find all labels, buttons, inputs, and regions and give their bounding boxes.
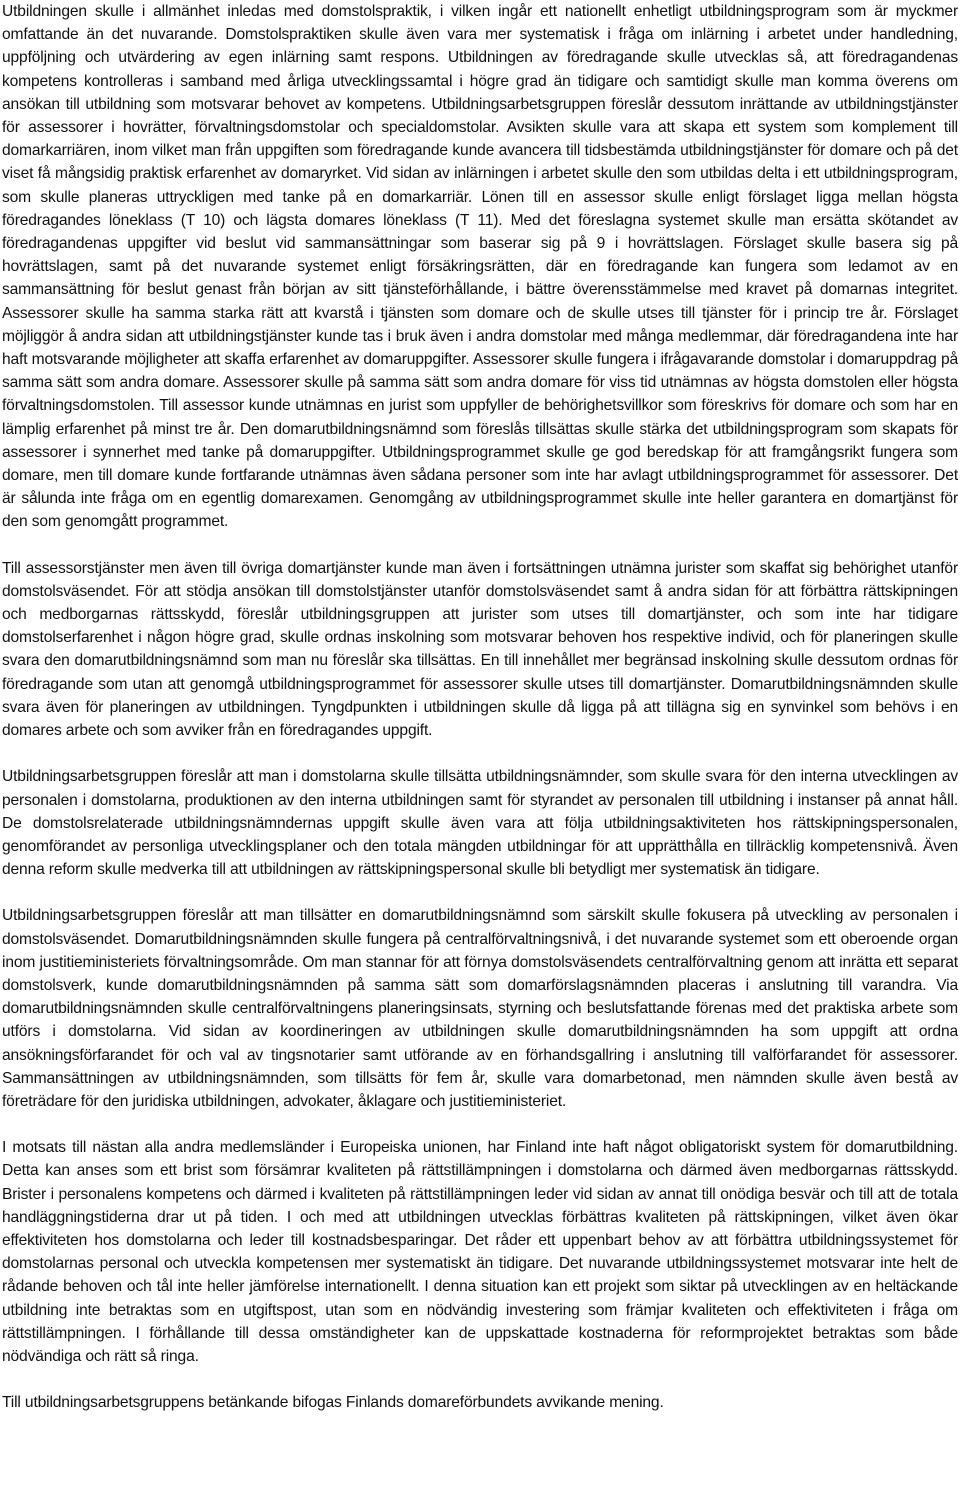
paragraph-finland-comparison: I motsats till nästan alla andra medlemsländer i Europeiska unionen, har Finland inte haft något obligatoriskt system för domarutbildning. Detta kan anses som ett brist som försämrar kvaliteten på rättstillämpningen i domstolarna och därmed även medborgarnas rättsskydd. Brister i personalens kompetens och därmed i kvaliteten på rättstillämpningen leder vid sidan av annat till onödiga besvär och till att de totala handläggningstiderna drar ut på tiden. I och med att utbildningen utvecklas förbättras kvaliteten på rättskipningen, vilket även ökar effektiviteten hos domstolarna och leder till kostnadsbesparingar. Det råder ett uppenbart behov av att förbättra utbildningssystemet för domstolarnas personal och utveckla kompetensen mer systematiskt än tidigare. Det nuvarande utbildningssystemet motsvarar inte helt de rådande behoven och tål inte heller jämförelse internationellt. I denna situation kan ett projekt som siktar på utvecklingen av en heltäckande utbildning inte betraktas som en utgiftspost, utan som en nödvändig investering som främjar kvaliteten och effektiviteten i fråga om rättstillämpningen. I förhållande till dessa omständigheter kan de uppskattade kostnaderna för reformprojektet betraktas som både nödvändiga och rätt så ringa. — [2, 1139, 958, 1365]
paragraph-court-training-boards: Utbildningsarbetsgruppen föreslår att man i domstolarna skulle tillsätta utbildningsnämnder, som skulle svara för den interna utvecklingen av personalen i domstolarna, produktionen av den interna utbildningen samt för styrandet av personalen till utbildning i instanser på annat håll. De domstolsrelaterade utbildningsnämndernas uppgift skulle även vara att följa utbildningsaktiviteten hos rättskipningspersonalen, genomförandet av personliga utvecklingsplaner och den totala mängden utbildningar för att upprätthålla en tillräcklig kompetensnivå. Även denna reform skulle medverka till att utbildningen av rättskipningspersonal skulle bli betydligt mer systematisk än tidigare. — [2, 768, 958, 879]
paragraph-dissenting-opinion: Till utbildningsarbetsgruppens betänkande bifogas Finlands domareförbundets avvikande mening. — [2, 1394, 664, 1412]
paragraph-spacer — [2, 1368, 958, 1391]
paragraph-spacer — [2, 881, 958, 904]
paragraph-spacer — [2, 1113, 958, 1136]
paragraph-training-program: Utbildningen skulle i allmänhet inledas med domstolspraktik, i vilken ingår ett nationellt enhetligt utbildningsprogram som är myckmer omfattande än det nuvarande. Domstolspraktiken skulle även vara mer systematisk i fråga om inlärning i arbetet under handledning, uppföljning och utvärdering av egen inlärning samt respons. Utbildningen av föredragande skulle utvecklas så, att föredragandenas kompetens kontrolleras i samband med årliga utvecklingssamtal i högre grad än tidigare och samtidigt skulle man komma överens om ansökan till utbildning som motsvarar behovet av kompetens. Utbildningsarbetsgruppen föreslår dessutom inrättande av utbildningstjänster för assessorer i hovrätter, förvaltningsdomstolar och specialdomstolar. Avsikten skulle vara att skapa ett system som komplement till domarkarriären, inom vilket man från uppgiften som föredragande kunde avancera till tidsbestämda utbildningstjänster för domare och på det viset få mångsidig praktisk erfarenhet av domaryrket. Vid sidan av inlärningen i arbetet skulle den som utbildas delta i ett utbildningsprogram, som skulle planeras uttryckligen med tanke på en domarkarriär. Lönen till en assessor skulle enligt förslaget ligga mellan högsta föredragandes löneklass (T 10) och lägsta domares löneklass (T 11). Med det föreslagna systemet skulle man ersätta skötandet av föredragandenas uppgifter vid beslut vid sammansättningar som baserar sig på 9 i hovrättslagen. Förslaget skulle basera sig på hovrättslagen, samt på det nuvarande systemet enligt försäkringsrätten, där en föredragande kan fungera som ledamot av en sammansättning för beslut genast från början av sitt tjänsteförhållande, i bättre överensstämmelse med kravet på domarnas integritet. Assessorer skulle ha samma starka rätt att kvarstå i tjänsten som domare och de skulle utses till tjänster för i princip tre år. Förslaget möjliggör å andra sidan att utbildningstjänster kunde tas i bruk även i andra domstolar med många medlemmar, där föredragandena inte har haft motsvarande möjligheter att skaffa erfarenhet av domaruppgifter. Assessorer skulle fungera i ifrågavarande domstolar i domaruppdrag på samma sätt som andra domare. Assessorer skulle på samma sätt som andra domare för viss tid utnämnas av högsta domstolen eller högsta förvaltningsdomstolen. Till assessor kunde utnämnas en jurist som uppfyller de behörighetsvillkor som föreskrivs för domare och som har en lämplig erfarenhet på minst tre år. Den domarutbildningsnämnd som föreslås tillsättas skulle stärka det utbildningsprogram som skapats för assessorer i synnerhet med tanke på domaruppgifter. Utbildningsprogrammet skulle ge god beredskap för att framgångsrikt fungera som domare, men till domare kunde fortfarande utnämnas även sådana personer som inte har avlagt utbildningsprogrammet för assessorer. Det är sålunda inte fråga om en egentlig domarexamen. Genomgång av utbildningsprogrammet skulle inte heller garantera en domartjänst för den som genomgått programmet. — [2, 3, 958, 531]
paragraph-spacer — [2, 742, 958, 765]
paragraph-judicial-training-board: Utbildningsarbetsgruppen föreslår att man tillsätter en domarutbildningsnämnd som särskilt skulle fokusera på utveckling av personalen i domstolsväsendet. Domarutbildningsnämnden skulle fungera på centralförvaltningsnivå, i det nuvarande systemet som ett oberoende organ inom justitieministeriets förvaltningsområde. Om man stannar för att förnya domstolsväsendets centralförvaltning genom att inrätta ett separat domstolsverk, kunde domarutbildningsnämnden på samma sätt som domarförslagsnämnden placeras i anslutning till varandra. Via domarutbildningsnämnden skulle centralförvaltningens planeringsinsats, styrning och beslutsfattande förenas med det praktiska arbete som utförs i domstolarna. Vid sidan av koordineringen av utbildningen skulle domarutbildningsnämnden ha som uppgift att ordna ansökningsförfarandet för och val av tingsnotarier samt utförande av en förhandsgallring i anslutning till valförfarandet för assessorer. Sammansättningen av utbildningsnämnden, som tillsätts för fem år, skulle vara domarbetonad, men nämnden skulle även bestå av företrädare för den juridiska utbildningen, advokater, åklagare och justitieministeriet. — [2, 907, 958, 1110]
paragraph-assessor-posts: Till assessorstjänster men även till övriga domartjänster kunde man även i fortsättningen utnämna jurister som skaffat sig behörighet utanför domstolsväsendet. För att stödja ansökan till domstolstjänster utanför domstolsväsendet samt å andra sidan för att förbättra rättskipningen och medborgarnas rättsskydd, föreslår utbildningsgruppen att jurister som utses till domartjänster, och som inte har tidigare domstolserfarenhet i någon högre grad, skulle ordnas inskolning som motsvarar behoven hos respektive individ, och för planeringen skulle svara den domarutbildningsnämnd som man nu föreslår ska tillsättas. En till innehållet mer begränsad inskolning skulle dessutom ordnas för föredragande som utan att genomgå utbildningsprogrammet för assessorer skulle utses till domartjänster. Domarutbildningsnämnden skulle svara även för planeringen av utbildningen. Tyngdpunkten i utbildningen skulle då ligga på att tillägna sig en synvinkel som behövs i en domares arbete och som avviker från en föredragandes uppgift. — [2, 559, 958, 740]
document-page — [2, 0, 958, 1414]
paragraph-spacer — [2, 534, 958, 557]
